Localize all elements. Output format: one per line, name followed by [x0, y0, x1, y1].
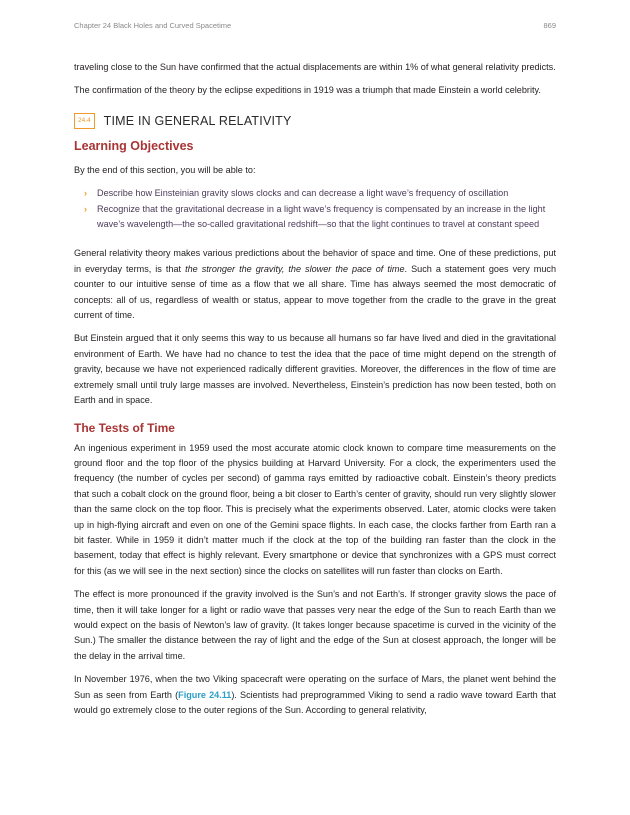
- emphasis-text: the stronger the gravity, the slower the pace of time: [185, 263, 405, 274]
- tests-of-time-heading: The Tests of Time: [74, 420, 175, 435]
- body-paragraph-2: But Einstein argued that it only seems this way to us because all humans so far have lived and died in the gravitational environment of Earth. We have had no chance to test the idea that the pace of time might depend on the strength of gravity, because we have not experienced radically different gravities. Moreover, the differences in the flow of time are extremely small until truly large masses are involved. Nevertheless, Einstein’s prediction has now been tested, both on Earth and in space.: [74, 333, 556, 406]
- tests-paragraph-2: The effect is more pronounced if the gravity involved is the Sun’s and not Earth’s. If stronger gravity slows the pace of time, then it will take longer for a light or radio wave that passes very near the edge of the Sun to reach Earth than we would expect on the basis of Newton’s law of gravity. (It takes longer because spacetime is curved in the vicinity of the Sun.) The smaller the distance between the ray of light and the edge of the Sun at closest approach, the longer will be the delay in the arrival time.: [74, 589, 556, 661]
- intro-paragraph-2: The confirmation of the theory by the eclipse expeditions in 1919 was a triumph that made Einstein a world celebrity.: [74, 85, 541, 96]
- section-heading: [74, 113, 556, 129]
- tests-paragraph-3: In November 1976, when the two Viking spacecraft were operating on the surface of Mars, the planet went behind the Sun as seen from Earth (Figure 24.11). Scientists had preprogrammed Viking to send a radio wave toward Earth that would go extremely close to the outer regions of the Sun. According to general relativity,: [74, 674, 556, 715]
- section-number-badge: 24.4: [74, 113, 95, 129]
- intro-paragraph-1: traveling close to the Sun have confirmed that the actual displacements are within 1% of what general relativity predicts.: [74, 62, 556, 72]
- learning-objectives-heading: Learning Objectives: [74, 138, 194, 153]
- page-content: [74, 60, 556, 726]
- objectives-list: [74, 186, 556, 232]
- section-title: TIME IN GENERAL RELATIVITY: [103, 113, 292, 128]
- page-number: 869: [543, 21, 556, 30]
- objective-item: › Recognize that the gravitational decrease in a light wave’s frequency is compensated by an increase in the light wave’s wavelength—the so-called gravitational redshift—so that the light continues to travel at constant speed: [84, 203, 546, 230]
- page-header: [74, 21, 556, 33]
- tests-paragraph-1: An ingenious experiment in 1959 used the most accurate atomic clock known to compare time measurements on the ground floor and the top floor of the physics building at Harvard University. For a clock, the experimenters used the frequency (the number of cycles per second) of gamma rays emitted by radioactive cobalt. Einstein’s theory predicts that such a cobalt clock on the ground floor, being a bit closer to Earth’s center of gravity, should run very slightly slower than the same clock on the top floor. This is precisely what the experiments observed. Later, atomic clocks were taken up in high-flying aircraft and even on one of the Gemini space flights. In each case, the clocks farther from Earth ran a bit faster. While in 1959 it didn’t matter much if the clock at the top of the building ran faster than the clock in the basement, today that effect is highly relevant. Every smartphone or device that synchronizes with a GPS must correct for this (as we will see in the next section) since the clocks on satellites will run faster than clocks on Earth.: [74, 442, 556, 576]
- objective-item: › Describe how Einsteinian gravity slows clocks and can decrease a light wave’s frequency of oscillation: [74, 186, 556, 201]
- chapter-title: Chapter 24 Black Holes and Curved Spacetime: [74, 21, 232, 30]
- chevron-right-icon: ›: [84, 203, 87, 214]
- objectives-intro: By the end of this section, you will be able to:: [74, 164, 256, 175]
- chevron-right-icon: ›: [84, 188, 87, 199]
- figure-link[interactable]: Figure 24.11: [178, 689, 232, 700]
- body-paragraph-1: General relativity theory makes various predictions about the behavior of space and time. One of these predictions, put in everyday terms, is that the stronger the gravity, the slower the pace of time. Such a statement goes very much counter to our intuitive sense of time as a flow that we all share. Time has always seemed the most democratic of concepts: all of us, regardless of wealth or status, appear to move together from the cradle to the grave in the great current of time.: [74, 248, 557, 321]
